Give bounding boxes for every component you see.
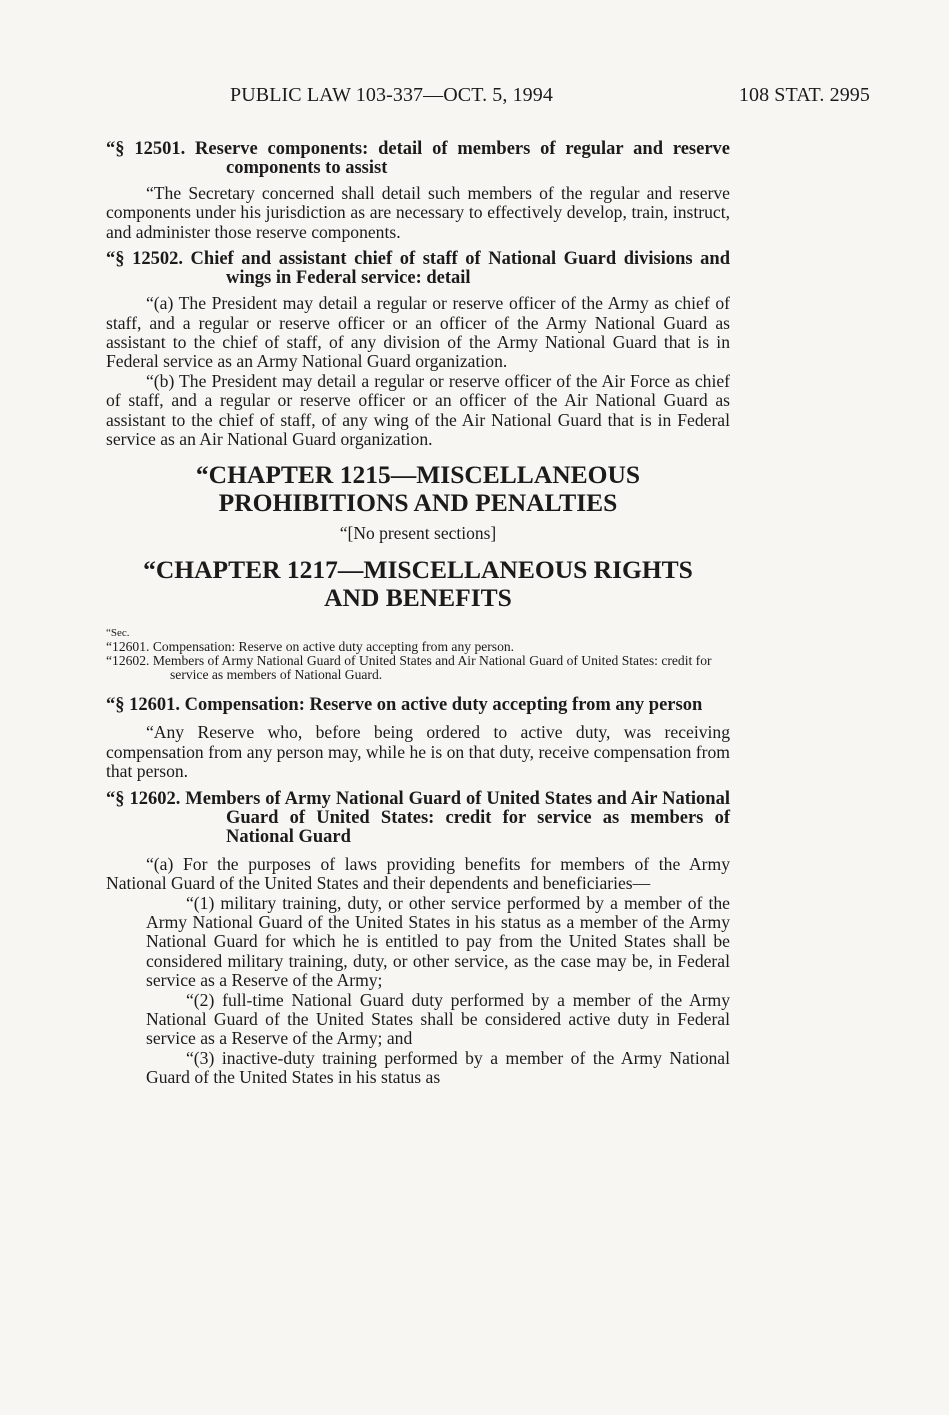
chapter-1217-heading xyxy=(106,556,730,612)
toc-item: “12602. Members of Army National Guard of United States and Air National Guard of United States: credit for service as members of National Guard. xyxy=(106,653,712,683)
section-12502-subsection-a: “(a) The President may detail a regular or reserve officer of the Army as chief of staff, and a regular or reserve officer or an officer of the Army National Guard as assistant to the chief of staff, of any division of the Army National Guard that is in Federal service as an Army National Guard organization. xyxy=(106,293,730,372)
section-12601-heading: “§ 12601. Compensation: Reserve on active duty accepting from any person xyxy=(106,695,703,716)
statutes-page-number: 108 STAT. 2995 xyxy=(738,84,870,106)
section-12602-paragraph-3: “(3) inactive-duty training performed by a member of the Army National Guard of the United States in his status as xyxy=(146,1047,730,1088)
section-12501-heading: “§ 12501. Reserve components: detail of members of regular and reserve components to assist xyxy=(106,139,730,178)
section-12602-subsection-a: “(a) For the purposes of laws providing benefits for members of the Army National Guard of the United States and their dependents and beneficiaries— xyxy=(106,853,730,894)
chapter-1215-no-sections-note: “[No present sections] xyxy=(339,523,497,544)
chapter-1217-title-line-2: AND BENEFITS xyxy=(324,583,512,613)
chapter-1215-title-line-1: “CHAPTER 1215—MISCELLANEOUS xyxy=(195,460,641,490)
chapter-1215-title-line-2: PROHIBITIONS AND PENALTIES xyxy=(218,488,618,518)
section-12602-paragraph-1: “(1) military training, duty, or other service performed by a member of the Army National Guard of the United States in his status as a member of the Army National Guard for which he is entitled to pay from the United States shall be considered military training, duty, or other service, as the case may be, in Federal service as a Reserve of the Army; xyxy=(146,892,730,991)
section-12502-subsection-b: “(b) The President may detail a regular or reserve officer of the Air Force as chief of staff, and a regular or reserve officer or an officer of the Air National Guard as assistant to the chief of staff, of any wing of the Air National Guard that is in Federal service as an Air National Guard organization. xyxy=(106,370,730,450)
section-12602-heading: “§ 12602. Members of Army National Guard of United States and Air National Guard of United States: credit for service as members of National Guard xyxy=(106,788,730,847)
page-body xyxy=(106,84,730,1088)
chapter-1217-table-of-sections xyxy=(106,626,730,682)
chapter-1215-heading xyxy=(106,461,730,517)
toc-sec-label: “Sec. xyxy=(106,627,130,640)
section-12601-text: “Any Reserve who, before being ordered to active duty, was receiving compensation from any person may, while he is on that duty, receive compensation from that person. xyxy=(106,722,730,782)
section-12501-text: “The Secretary concerned shall detail such members of the regular and reserve components under his jurisdiction as are necessary to effectively develop, train, instruct, and administer those reserve components. xyxy=(106,183,730,242)
public-law-citation: PUBLIC LAW 103-337—OCT. 5, 1994 xyxy=(230,84,553,106)
section-12502-heading: “§ 12502. Chief and assistant chief of staff of National Guard divisions and wings in Federal service: detail xyxy=(106,249,730,289)
toc-item: “12601. Compensation: Reserve on active duty accepting from any person. xyxy=(106,639,515,655)
section-12602-paragraph-2: “(2) full-time National Guard duty performed by a member of the Army National Guard of the United States shall be considered active duty in Federal service as a Reserve of the Army; and xyxy=(146,989,730,1049)
chapter-1217-title-line-1: “CHAPTER 1217—MISCELLANEOUS RIGHTS xyxy=(143,555,693,585)
